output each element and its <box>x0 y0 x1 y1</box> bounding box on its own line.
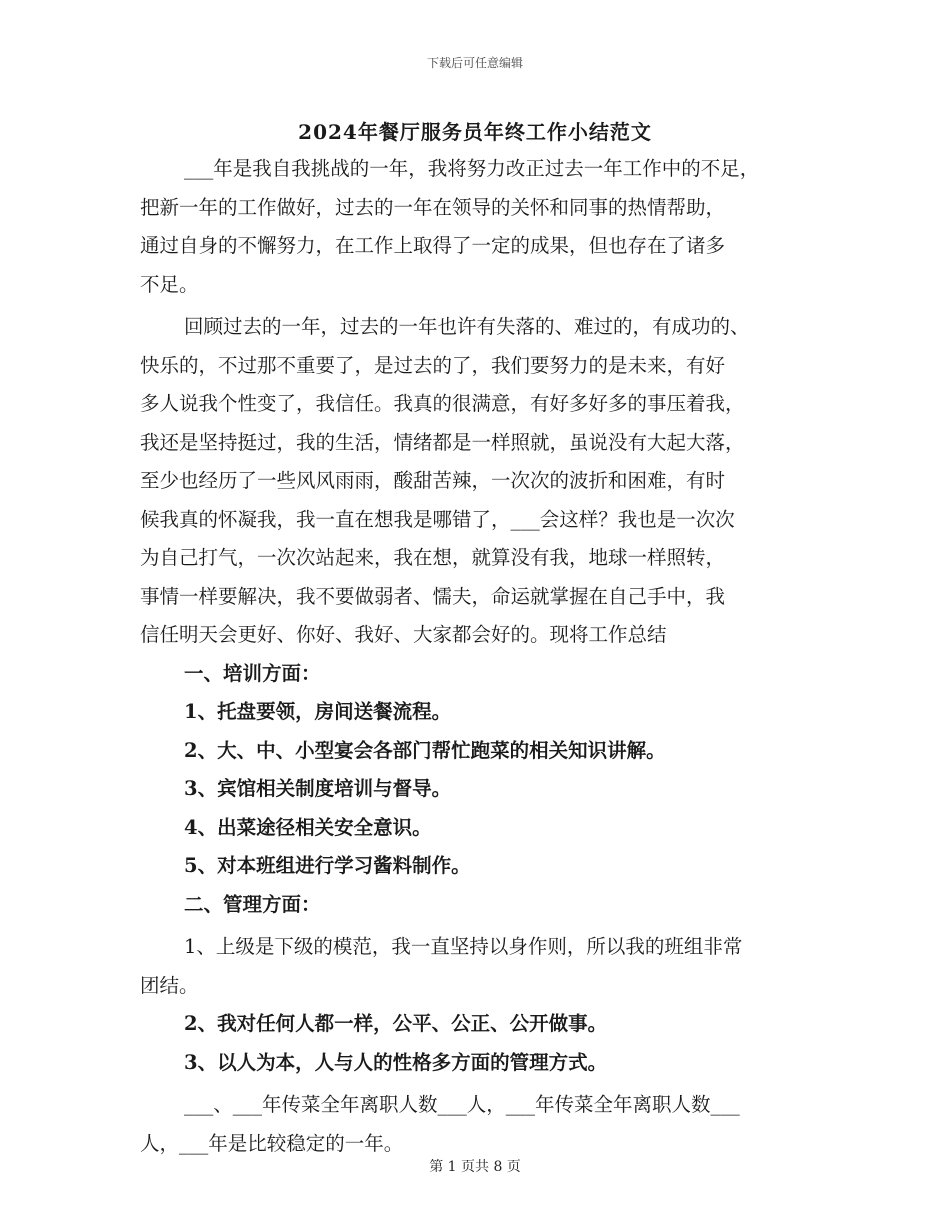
section-heading-line: 5、对本班组进行学习酱料制作。 <box>184 854 471 877</box>
paragraph-line: 信任明天会更好、你好、我好、大家都会好的。现将工作总结 <box>140 623 667 646</box>
paragraph-line: 事情一样要解决，我不要做弱者、懦夫，命运就掌握在自己手中，我 <box>140 584 726 608</box>
paragraph-line: 为自己打气，一次次站起来，我在想，就算没有我，地球一样照转， <box>140 546 726 569</box>
section-heading-line: 2、我对任何人都一样，公平、公正、公开做事。 <box>184 1012 608 1035</box>
paragraph-line: ___、___年传菜全年离职人数___人，___年传菜全年离职人数___ <box>184 1093 740 1116</box>
document-title: 2024年餐厅服务员年终工作小结范文 <box>298 120 652 144</box>
section-heading-line: 1、托盘要领，房间送餐流程。 <box>184 700 452 723</box>
paragraph-line: 不足。 <box>140 272 199 296</box>
section-heading-line: 4、出菜途径相关安全意识。 <box>184 815 432 839</box>
document-body <box>140 150 820 1163</box>
page-header: 下载后可任意编辑 <box>426 56 523 70</box>
paragraph-line: 候我真的怀凝我，我一直在想我是哪错了，___会这样？我也是一次次 <box>140 507 735 531</box>
paragraph-line: 多人说我个性变了，我信任。我真的很满意，有好多好多的事压着我， <box>140 392 745 415</box>
page-footer: 第 1 页共 8 页 <box>429 1159 521 1175</box>
paragraph-line: 快乐的，不过那不重要了，是过去的了，我们要努力的是未来，有好 <box>140 353 726 377</box>
paragraph-line: 我还是坚持挺过，我的生活，情绪都是一样照就，虽说没有大起大落， <box>140 430 745 454</box>
paragraph-line: 1、上级是下级的模范，我一直坚持以身作则，所以我的班组非常 <box>184 935 743 958</box>
paragraph-line: 人，___年是比较稳定的一年。 <box>140 1131 404 1155</box>
section-heading-line: 2、大、中、小型宴会各部门帮忙跑菜的相关知识讲解。 <box>184 738 666 762</box>
paragraph-line: 至少也经历了一些风风雨雨，酸甜苦辣，一次次的波折和困难，有时 <box>140 469 726 492</box>
paragraph-line: 通过自身的不懈努力，在工作上取得了一定的成果，但也存在了诸多 <box>140 234 726 257</box>
section-heading-line: 一、培训方面： <box>184 661 321 685</box>
paragraph-line: 团结。 <box>140 973 199 997</box>
section-heading-line: 3、以人为本，人与人的性格多方面的管理方式。 <box>184 1050 608 1074</box>
section-heading-line: 3、宾馆相关制度培训与督导。 <box>184 777 452 800</box>
paragraph-line: ___年是我自我挑战的一年，我将努力改正过去一年工作中的不足， <box>184 157 760 180</box>
paragraph-line: 回顾过去的一年，过去的一年也许有失落的、难过的，有成功的、 <box>184 315 750 338</box>
paragraph-line: 把新一年的工作做好，过去的一年在领导的关怀和同事的热情帮助， <box>140 195 726 219</box>
section-heading-line: 二、管理方面： <box>184 892 321 916</box>
